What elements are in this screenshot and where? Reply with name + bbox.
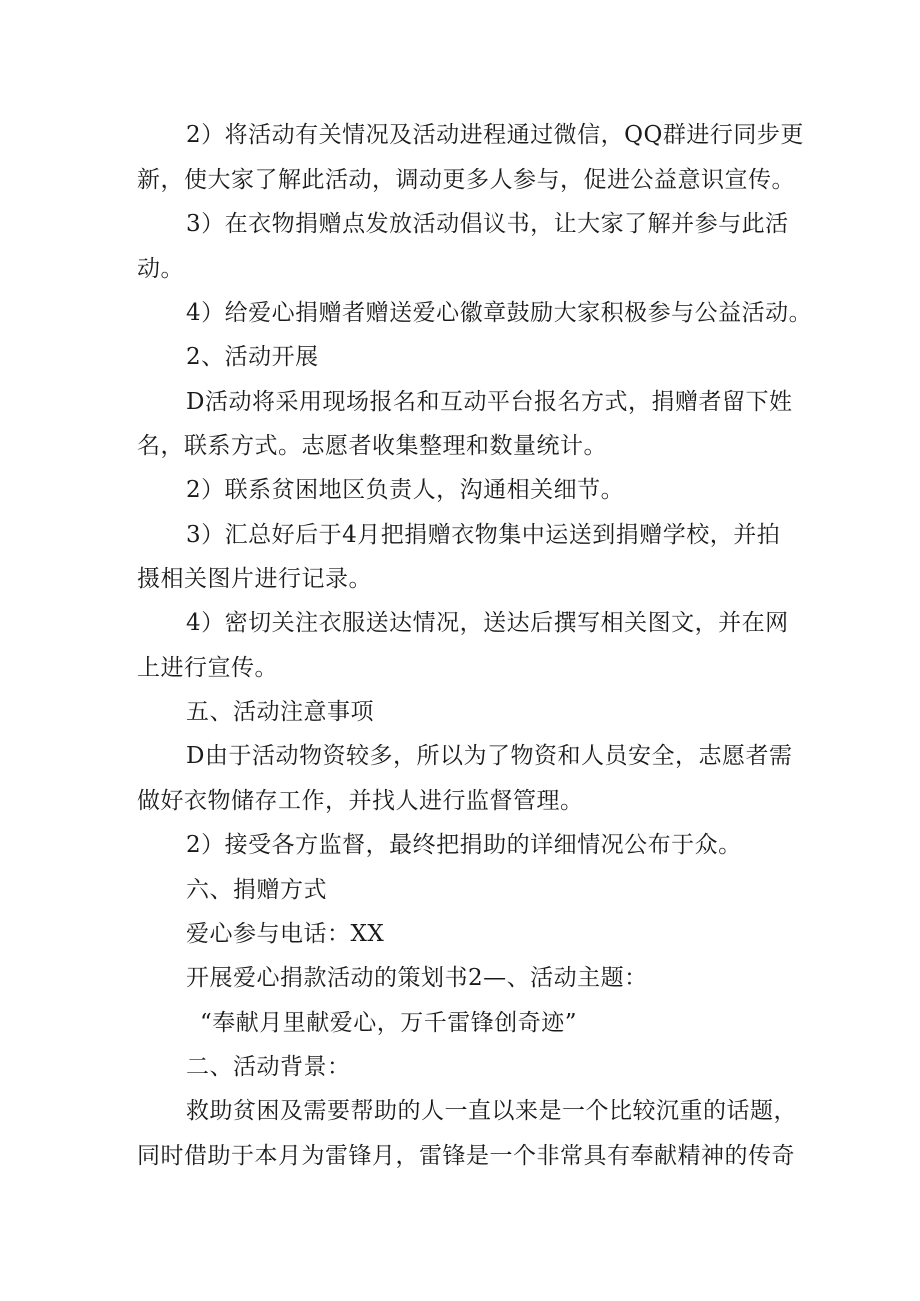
- text-line: 4）给爱心捐赠者赠送爱心徽章鼓励大家积极参与公益活动。: [186, 300, 813, 326]
- text-line: 摄相关图片进行记录。: [137, 566, 372, 592]
- text-line: 做好衣物储存工作，并找人进行监督管理。: [137, 788, 584, 814]
- text-line: 名，联系方式。志愿者收集整理和数量统计。: [137, 433, 607, 459]
- text-line: 3）在衣物捐赠点发放活动倡议书，让大家了解并参与此活: [186, 211, 789, 237]
- text-line: 动。: [137, 256, 184, 282]
- text-line: D活动将采用现场报名和互动平台报名方式，捐赠者留下姓: [186, 389, 793, 415]
- text-line: 上进行宣传。: [137, 655, 278, 681]
- text-line: 4）密切关注衣服送达情况，送达后撰写相关图文，并在网: [186, 610, 789, 636]
- text-line: “奉献月里献爱心，万千雷锋创奇迹”: [200, 1010, 578, 1036]
- text-line: 新，使大家了解此活动，调动更多人参与，促进公益意识宣传。: [137, 167, 795, 193]
- text-line: 2）接受各方监督，最终把捐助的详细情况公布于众。: [186, 832, 742, 858]
- section-heading: 2、活动开展: [186, 344, 319, 370]
- section-heading: 五、活动注意事项: [186, 699, 374, 725]
- text-line: 爱心参与电话：XX: [186, 921, 385, 947]
- text-line: 2）将活动有关情况及活动进程通过微信，QQ群进行同步更: [186, 122, 804, 148]
- text-line: 2）联系贫困地区负责人，沟通相关细节。: [186, 477, 625, 503]
- text-line: D由于活动物资较多，所以为了物资和人员安全，志愿者需: [186, 743, 793, 769]
- text-line: 开展爱心捐款活动的策划书2—、活动主题：: [186, 965, 648, 991]
- section-heading: 六、捐赠方式: [186, 877, 327, 903]
- text-line: 3）汇总好后于4月把捐赠衣物集中运送到捐赠学校，并拍: [186, 522, 781, 548]
- text-line: 救助贫困及需要帮助的人一直以来是一个比较沉重的话题，: [186, 1098, 797, 1124]
- text-line: 同时借助于本月为雷锋月，雷锋是一个非常具有奉献精神的传奇: [137, 1143, 795, 1169]
- section-heading: 二、活动背景：: [186, 1054, 351, 1080]
